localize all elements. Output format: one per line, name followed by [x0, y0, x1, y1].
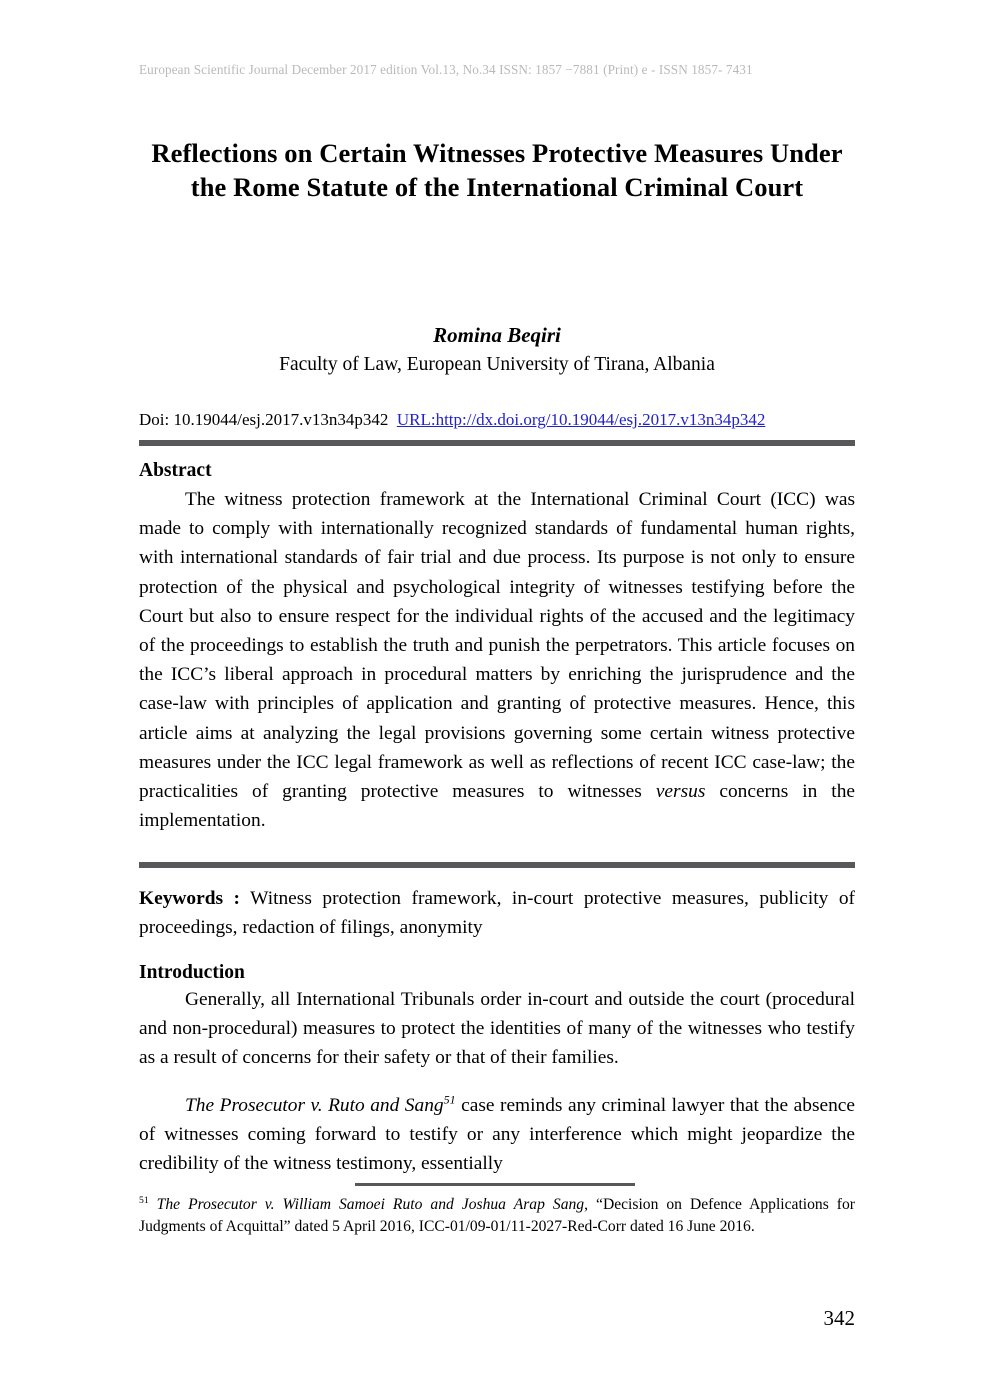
introduction-paragraph-1: Generally, all International Tribunals order in-court and outside the court (procedural and non-procedural) measures to protect the identities of many of the witnesses who testify as a result of concerns for their safety or that of their families. — [139, 989, 855, 1069]
introduction-paragraph-2-rest: case reminds any criminal lawyer that the absence of witnesses coming forward to testify or any interference which might jeopardize the credibility of the witness testimony, essentially — [139, 1095, 856, 1175]
running-header: European Scientific Journal December 2017 edition Vol.13, No.34 ISSN: 1857 −7881 (Print) e - ISSN 1857- 7431 — [139, 62, 753, 77]
footnote-case-italic: The Prosecutor v. William Samoei Ruto and Joshua Arap Sang — [156, 1196, 585, 1213]
abstract-bottom-rule — [139, 862, 855, 868]
abstract-emphasis: versus — [655, 781, 706, 803]
keywords-paragraph — [139, 884, 855, 942]
author-block — [139, 322, 855, 378]
footnote-text — [139, 1194, 855, 1238]
keywords-value: Witness protection framework, in-court protective measures, publicity of proceedings, redaction of filings, anonymity — [139, 888, 855, 939]
abstract-paragraph — [139, 485, 855, 835]
footnote-separator-rule — [355, 1183, 635, 1186]
author-name: Romina Beqiri — [433, 323, 561, 347]
case-citation-italic: The Prosecutor v. Ruto and Sang — [185, 1095, 444, 1116]
introduction-paragraph-2 — [139, 1091, 855, 1179]
title-block — [139, 136, 855, 205]
footnote-marker-inline[interactable]: 51 — [443, 1092, 456, 1107]
keywords-label: Keywords : — [139, 888, 240, 909]
abstract-text-part-2: concerns in the implementation. — [139, 781, 855, 832]
page-title: Reflections on Certain Witnesses Protective Measures Under the Rome Statute of the International Criminal Court — [151, 138, 843, 203]
abstract-heading: Abstract — [139, 460, 212, 481]
abstract-text-part-1: The witness protection framework at the International Criminal Court (ICC) was made to comply with internationally recognized standards of fundamental human rights, with international standards of fair trial and due process. Its purpose is not only to ensure protection of the physical and psychological integrity of witnesses testifying before the Court but also to ensure respect for the individual rights of the accused and the legitimacy of the proceedings to establish the truth and punish the perpetrators. This article focuses on the ICC’s liberal approach in procedural matters by enriching the jurisprudence and the case-law with principles of application and granting of protective measures. Hence, this article aims at analyzing the legal provisions governing some certain witness protective measures under the ICC legal framework as well as reflections of recent ICC case-law; the practicalities of granting protective measures to witnesses — [139, 489, 855, 803]
footnote-rest: , “Decision on Defence Applications for Judgments of Acquittal” dated 5 April 2016, ICC-01/09-01/11-2027-Red-Corr dated 16 June 2016. — [139, 1196, 855, 1236]
doi-url-link[interactable]: URL:http://dx.doi.org/10.19044/esj.2017.v13n34p342 — [396, 410, 766, 429]
abstract-top-rule — [139, 440, 855, 446]
doi-label: Doi: 10.19044/esj.2017.v13n34p342 — [139, 410, 389, 429]
page-number: 342 — [823, 1306, 855, 1330]
doi-line — [139, 409, 869, 431]
introduction-heading: Introduction — [139, 962, 245, 983]
footnote-number: 51 — [139, 1194, 149, 1206]
author-affiliation: Faculty of Law, European University of Tirana, Albania — [279, 354, 715, 376]
